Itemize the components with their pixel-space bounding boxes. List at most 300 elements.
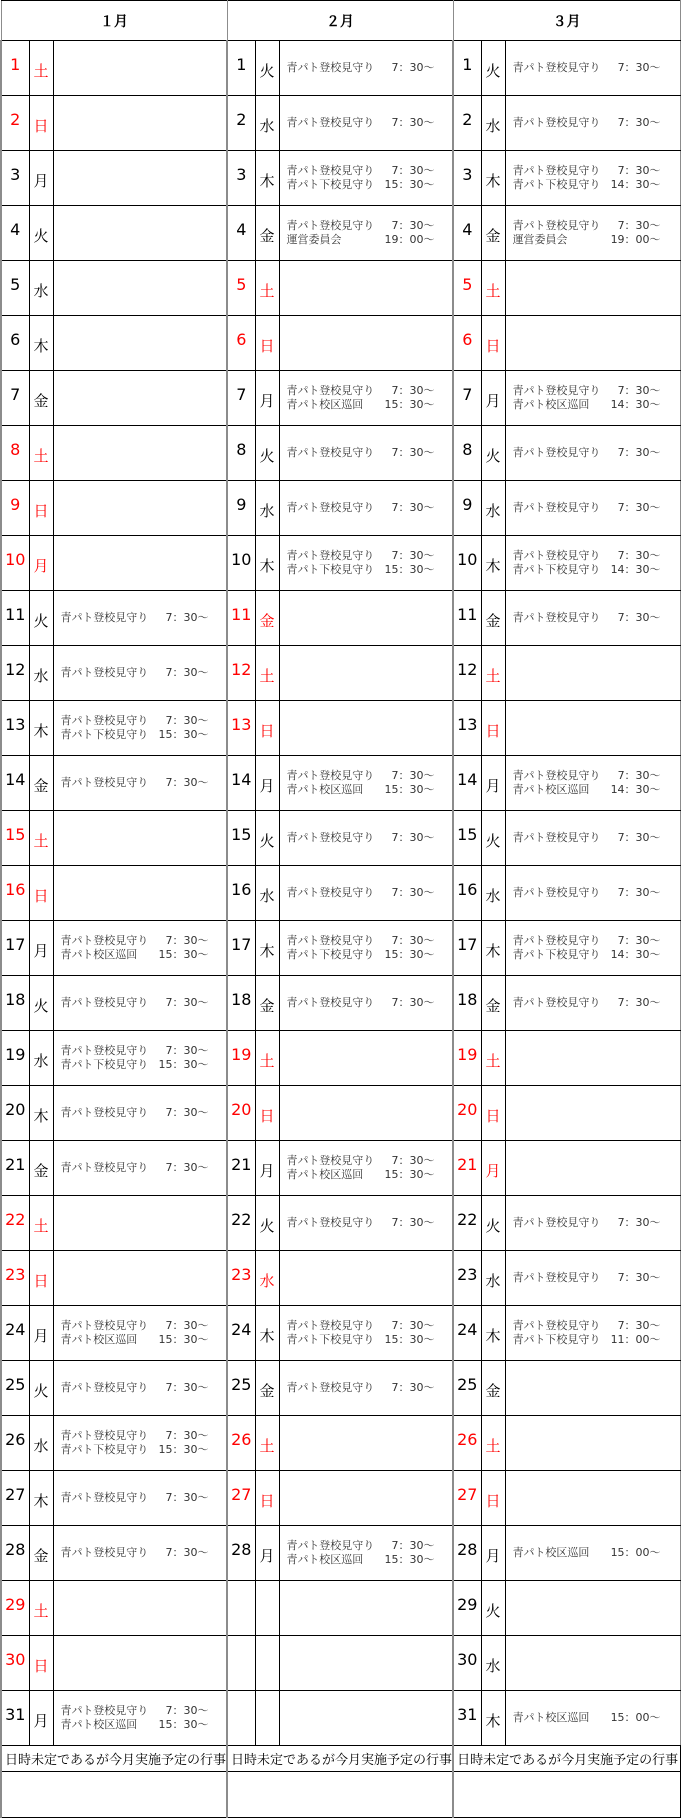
weekday-jan: 土 <box>29 811 53 866</box>
event-item <box>513 1271 661 1285</box>
day-number-jan: 21 <box>1 1141 29 1196</box>
day-number-mar: 6 <box>453 316 481 371</box>
event-name: 青パト登校見守り <box>60 934 149 947</box>
weekday-jan: 火 <box>29 591 53 646</box>
event-item <box>513 164 661 178</box>
weekday-mar: 木 <box>481 151 505 206</box>
event-item <box>513 769 661 783</box>
weekday-jan: 土 <box>29 41 53 96</box>
event-time: 14：30～ <box>610 783 661 796</box>
event-item <box>287 1553 435 1567</box>
day-number-mar: 30 <box>453 1636 481 1691</box>
weekday-jan: 火 <box>29 1361 53 1416</box>
event-time: 15：00～ <box>610 1711 661 1724</box>
weekday-jan: 月 <box>29 1691 53 1746</box>
event-name: 青パト登校見守り <box>512 501 601 514</box>
weekday-feb: 土 <box>255 261 279 316</box>
events-cell-jan <box>53 206 227 261</box>
weekday-jan: 水 <box>29 1031 53 1086</box>
event-item <box>513 886 661 900</box>
day-row <box>1 1086 680 1141</box>
event-name: 青パト登校見守り <box>60 1546 149 1559</box>
events-cell-jan <box>53 316 227 371</box>
weekday-mar: 土 <box>481 1031 505 1086</box>
day-number-feb <box>227 1636 255 1691</box>
event-time: 15：30～ <box>384 948 435 961</box>
day-row <box>1 1251 680 1306</box>
event-name: 青パト下校見守り <box>286 563 375 576</box>
calendar-body <box>1 41 680 1746</box>
event-time: 15：30～ <box>158 1058 209 1071</box>
weekday-feb: 水 <box>255 866 279 921</box>
events-cell-feb <box>279 646 453 701</box>
day-row <box>1 701 680 756</box>
event-name: 青パト登校見守り <box>512 831 601 844</box>
day-row <box>1 1031 680 1086</box>
undetermined-events-label-jan: 日時未定であるが今月実施予定の行事 <box>1 1746 227 1772</box>
events-cell-jan <box>53 261 227 316</box>
event-item <box>513 178 661 192</box>
undetermined-events-label-mar: 日時未定であるが今月実施予定の行事 <box>453 1746 680 1772</box>
events-cell-jan <box>53 1416 227 1471</box>
event-item <box>61 666 209 680</box>
weekday-feb: 土 <box>255 1416 279 1471</box>
event-item <box>61 1704 209 1718</box>
event-time: 15：30～ <box>158 1443 209 1456</box>
event-name: 青パト下校見守り <box>60 728 149 741</box>
events-cell-feb <box>279 41 453 96</box>
event-name: 青パト登校見守り <box>286 831 375 844</box>
event-time: 7：30～ <box>165 1381 209 1394</box>
day-number-jan: 29 <box>1 1581 29 1636</box>
undetermined-events-label-row <box>1 1746 680 1772</box>
events-cell-jan <box>53 646 227 701</box>
event-item <box>287 164 435 178</box>
event-name: 青パト登校見守り <box>512 611 601 624</box>
weekday-jan: 金 <box>29 1526 53 1581</box>
day-number-feb: 16 <box>227 866 255 921</box>
event-item <box>61 934 209 948</box>
day-row <box>1 1581 680 1636</box>
weekday-mar: 木 <box>481 1691 505 1746</box>
event-time: 15：30～ <box>384 178 435 191</box>
day-number-feb: 18 <box>227 976 255 1031</box>
weekday-jan: 金 <box>29 371 53 426</box>
event-time: 7：30～ <box>391 934 435 947</box>
events-cell-jan <box>53 1636 227 1691</box>
events-cell-mar <box>505 261 680 316</box>
event-time: 7：30～ <box>165 714 209 727</box>
day-number-jan: 20 <box>1 1086 29 1141</box>
weekday-mar: 金 <box>481 206 505 261</box>
weekday-jan: 日 <box>29 1636 53 1691</box>
weekday-feb: 金 <box>255 206 279 261</box>
event-name: 青パト登校見守り <box>286 61 375 74</box>
events-cell-mar <box>505 591 680 646</box>
events-cell-jan <box>53 976 227 1031</box>
event-name: 青パト登校見守り <box>60 1319 149 1332</box>
event-name: 青パト登校見守り <box>60 611 149 624</box>
day-number-jan: 9 <box>1 481 29 536</box>
event-name: 青パト登校見守り <box>286 116 375 129</box>
event-name: 青パト登校見守り <box>512 219 601 232</box>
events-cell-jan <box>53 811 227 866</box>
event-time: 7：30～ <box>391 501 435 514</box>
event-name: 青パト登校見守り <box>286 1539 375 1552</box>
event-item <box>287 61 435 75</box>
weekday-mar: 土 <box>481 646 505 701</box>
day-number-jan: 16 <box>1 866 29 921</box>
event-item <box>287 831 435 845</box>
events-cell-jan <box>53 426 227 481</box>
event-time: 7：30～ <box>617 831 661 844</box>
event-time: 7：30～ <box>165 1429 209 1442</box>
day-number-feb: 3 <box>227 151 255 206</box>
day-number-mar: 22 <box>453 1196 481 1251</box>
event-item <box>287 398 435 412</box>
event-name: 青パト登校見守り <box>60 714 149 727</box>
weekday-mar: 土 <box>481 261 505 316</box>
weekday-mar: 水 <box>481 866 505 921</box>
day-number-mar: 9 <box>453 481 481 536</box>
event-name: 青パト登校見守り <box>60 1381 149 1394</box>
day-row <box>1 1471 680 1526</box>
event-item <box>61 776 209 790</box>
events-cell-feb <box>279 811 453 866</box>
event-name: 青パト校区巡回 <box>512 1711 590 1724</box>
event-item <box>513 549 661 563</box>
day-number-mar: 20 <box>453 1086 481 1141</box>
day-number-mar: 27 <box>453 1471 481 1526</box>
event-item <box>513 996 661 1010</box>
day-number-mar: 3 <box>453 151 481 206</box>
event-time: 15：30～ <box>158 1333 209 1346</box>
event-item <box>287 1154 435 1168</box>
weekday-feb: 火 <box>255 1196 279 1251</box>
day-row <box>1 426 680 481</box>
event-item <box>513 446 661 460</box>
day-number-mar: 19 <box>453 1031 481 1086</box>
event-name: 運営委員会 <box>512 233 568 246</box>
weekday-mar: 水 <box>481 481 505 536</box>
day-number-jan: 26 <box>1 1416 29 1471</box>
event-item <box>61 948 209 962</box>
event-time: 7：30～ <box>617 384 661 397</box>
event-time: 7：30～ <box>391 1216 435 1229</box>
day-number-mar: 14 <box>453 756 481 811</box>
event-time: 14：30～ <box>610 178 661 191</box>
event-time: 7：30～ <box>617 886 661 899</box>
day-row <box>1 921 680 976</box>
event-time: 15：30～ <box>384 783 435 796</box>
weekday-feb: 火 <box>255 41 279 96</box>
day-number-feb: 23 <box>227 1251 255 1306</box>
event-name: 青パト登校見守り <box>512 116 601 129</box>
event-item <box>287 563 435 577</box>
events-cell-feb <box>279 261 453 316</box>
weekday-jan: 木 <box>29 1086 53 1141</box>
event-item <box>61 1443 209 1457</box>
event-name: 青パト登校見守り <box>60 996 149 1009</box>
events-cell-jan <box>53 1196 227 1251</box>
events-cell-mar <box>505 1086 680 1141</box>
weekday-mar: 木 <box>481 1306 505 1361</box>
day-row <box>1 1636 680 1691</box>
weekday-mar: 月 <box>481 756 505 811</box>
day-row <box>1 646 680 701</box>
event-time: 7：30～ <box>391 61 435 74</box>
day-number-jan: 22 <box>1 1196 29 1251</box>
event-name: 青パト校区巡回 <box>286 398 364 411</box>
event-name: 青パト登校見守り <box>512 446 601 459</box>
day-number-mar: 25 <box>453 1361 481 1416</box>
day-number-mar: 31 <box>453 1691 481 1746</box>
event-item <box>287 1539 435 1553</box>
events-cell-jan <box>53 41 227 96</box>
weekday-feb: 月 <box>255 1141 279 1196</box>
event-time: 7：30～ <box>617 446 661 459</box>
weekday-jan: 日 <box>29 96 53 151</box>
weekday-jan: 日 <box>29 481 53 536</box>
events-cell-mar <box>505 646 680 701</box>
event-time: 7：30～ <box>165 1161 209 1174</box>
undetermined-events-feb <box>227 1772 453 1818</box>
event-name: 青パト登校見守り <box>512 769 601 782</box>
day-row <box>1 481 680 536</box>
event-item <box>61 1718 209 1732</box>
day-number-feb: 24 <box>227 1306 255 1361</box>
weekday-jan: 月 <box>29 536 53 591</box>
day-row <box>1 756 680 811</box>
event-item <box>513 611 661 625</box>
weekday-mar: 月 <box>481 371 505 426</box>
day-number-mar: 21 <box>453 1141 481 1196</box>
event-time: 7：30～ <box>391 116 435 129</box>
weekday-jan: 木 <box>29 316 53 371</box>
weekday-jan: 土 <box>29 426 53 481</box>
event-name: 青パト登校見守り <box>286 549 375 562</box>
day-number-mar: 4 <box>453 206 481 261</box>
event-item <box>287 233 435 247</box>
events-cell-jan <box>53 1471 227 1526</box>
event-item <box>287 446 435 460</box>
weekday-jan: 土 <box>29 1581 53 1636</box>
day-number-feb: 4 <box>227 206 255 261</box>
weekday-feb: 木 <box>255 1306 279 1361</box>
event-item <box>513 1319 661 1333</box>
event-time: 7：30～ <box>165 666 209 679</box>
day-number-jan: 25 <box>1 1361 29 1416</box>
events-cell-jan <box>53 756 227 811</box>
event-time: 7：30～ <box>391 769 435 782</box>
event-name: 青パト登校見守り <box>60 1106 149 1119</box>
day-number-mar: 13 <box>453 701 481 756</box>
event-time: 15：30～ <box>158 948 209 961</box>
weekday-mar: 金 <box>481 591 505 646</box>
event-name: 青パト登校見守り <box>512 934 601 947</box>
weekday-mar: 月 <box>481 1141 505 1196</box>
event-item <box>61 611 209 625</box>
day-row <box>1 316 680 371</box>
event-time: 7：30～ <box>391 446 435 459</box>
day-number-feb: 5 <box>227 261 255 316</box>
event-item <box>287 996 435 1010</box>
day-number-feb <box>227 1691 255 1746</box>
day-number-jan: 10 <box>1 536 29 591</box>
events-cell-feb <box>279 481 453 536</box>
event-name: 青パト登校見守り <box>512 886 601 899</box>
weekday-mar: 火 <box>481 1581 505 1636</box>
event-item <box>513 1546 661 1560</box>
events-cell-jan <box>53 921 227 976</box>
weekday-mar: 月 <box>481 1526 505 1581</box>
event-time: 7：30～ <box>165 1491 209 1504</box>
event-name: 青パト登校見守り <box>512 1319 601 1332</box>
event-item <box>513 563 661 577</box>
day-row <box>1 261 680 316</box>
event-time: 7：30～ <box>391 886 435 899</box>
weekday-mar: 火 <box>481 41 505 96</box>
event-time: 7：30～ <box>617 934 661 947</box>
events-cell-mar <box>505 921 680 976</box>
weekday-feb: 水 <box>255 96 279 151</box>
event-name: 青パト校区巡回 <box>286 1553 364 1566</box>
undetermined-events-jan <box>1 1772 227 1818</box>
events-cell-feb <box>279 1361 453 1416</box>
event-time: 7：30～ <box>165 611 209 624</box>
event-name: 青パト登校見守り <box>286 934 375 947</box>
event-name: 青パト校区巡回 <box>512 783 590 796</box>
day-number-jan: 24 <box>1 1306 29 1361</box>
event-time: 7：30～ <box>617 61 661 74</box>
event-item <box>287 1168 435 1182</box>
day-number-jan: 2 <box>1 96 29 151</box>
day-number-feb: 7 <box>227 371 255 426</box>
day-number-mar: 7 <box>453 371 481 426</box>
events-cell-feb <box>279 371 453 426</box>
day-number-mar: 18 <box>453 976 481 1031</box>
events-cell-mar <box>505 1691 680 1746</box>
weekday-feb: 日 <box>255 1471 279 1526</box>
event-time: 7：30～ <box>617 996 661 1009</box>
event-name: 青パト登校見守り <box>286 219 375 232</box>
day-number-mar: 8 <box>453 426 481 481</box>
event-time: 14：30～ <box>610 948 661 961</box>
event-item <box>287 1319 435 1333</box>
events-cell-mar <box>505 756 680 811</box>
event-name: 青パト校区巡回 <box>512 1546 590 1559</box>
events-cell-mar <box>505 701 680 756</box>
weekday-mar: 水 <box>481 1251 505 1306</box>
weekday-feb: 火 <box>255 426 279 481</box>
day-number-mar: 15 <box>453 811 481 866</box>
weekday-mar: 金 <box>481 1361 505 1416</box>
events-cell-feb <box>279 1086 453 1141</box>
event-name: 青パト登校見守り <box>286 164 375 177</box>
events-cell-jan <box>53 481 227 536</box>
day-number-jan: 28 <box>1 1526 29 1581</box>
events-cell-mar <box>505 1251 680 1306</box>
day-number-jan: 30 <box>1 1636 29 1691</box>
weekday-jan: 金 <box>29 1141 53 1196</box>
events-cell-jan <box>53 1526 227 1581</box>
event-name: 青パト登校見守り <box>286 996 375 1009</box>
events-cell-feb <box>279 1691 453 1746</box>
events-cell-feb <box>279 921 453 976</box>
weekday-jan: 土 <box>29 1196 53 1251</box>
weekday-mar: 日 <box>481 1086 505 1141</box>
event-time: 7：30～ <box>391 1539 435 1552</box>
day-number-feb: 12 <box>227 646 255 701</box>
events-cell-mar <box>505 1141 680 1196</box>
event-name: 青パト登校見守り <box>512 384 601 397</box>
event-item <box>287 886 435 900</box>
events-cell-jan <box>53 1691 227 1746</box>
undetermined-events-mar <box>453 1772 680 1818</box>
event-time: 15：30～ <box>384 398 435 411</box>
event-time: 19：00～ <box>384 233 435 246</box>
event-item <box>287 1381 435 1395</box>
event-item <box>513 1333 661 1347</box>
events-cell-mar <box>505 1471 680 1526</box>
events-cell-feb <box>279 976 453 1031</box>
day-number-mar: 23 <box>453 1251 481 1306</box>
event-item <box>61 1333 209 1347</box>
event-time: 7：30～ <box>391 219 435 232</box>
day-row <box>1 1196 680 1251</box>
events-cell-feb <box>279 206 453 261</box>
day-number-jan: 3 <box>1 151 29 206</box>
day-number-feb: 25 <box>227 1361 255 1416</box>
event-name: 青パト下校見守り <box>512 948 601 961</box>
events-cell-feb <box>279 536 453 591</box>
weekday-feb: 木 <box>255 151 279 206</box>
day-number-feb: 26 <box>227 1416 255 1471</box>
month-header-feb: ２月 <box>227 1 453 41</box>
weekday-jan: 木 <box>29 701 53 756</box>
events-cell-mar <box>505 811 680 866</box>
event-item <box>513 233 661 247</box>
events-cell-jan <box>53 536 227 591</box>
day-number-jan: 1 <box>1 41 29 96</box>
weekday-jan: 火 <box>29 206 53 261</box>
event-item <box>287 934 435 948</box>
weekday-feb: 金 <box>255 591 279 646</box>
day-number-feb: 8 <box>227 426 255 481</box>
event-item <box>61 1429 209 1443</box>
weekday-feb <box>255 1581 279 1636</box>
day-number-mar: 29 <box>453 1581 481 1636</box>
weekday-feb: 土 <box>255 1031 279 1086</box>
day-number-jan: 7 <box>1 371 29 426</box>
events-cell-mar <box>505 536 680 591</box>
events-cell-feb <box>279 701 453 756</box>
event-time: 7：30～ <box>617 549 661 562</box>
day-number-feb: 9 <box>227 481 255 536</box>
event-item <box>61 714 209 728</box>
events-cell-mar <box>505 976 680 1031</box>
event-item <box>287 1333 435 1347</box>
events-cell-mar <box>505 206 680 261</box>
weekday-feb: 金 <box>255 1361 279 1416</box>
event-name: 青パト登校見守り <box>60 666 149 679</box>
event-name: 青パト登校見守り <box>512 1271 601 1284</box>
event-time: 14：30～ <box>610 563 661 576</box>
weekday-feb: 土 <box>255 646 279 701</box>
day-number-feb <box>227 1581 255 1636</box>
day-row <box>1 1416 680 1471</box>
event-name: 青パト登校見守り <box>286 446 375 459</box>
